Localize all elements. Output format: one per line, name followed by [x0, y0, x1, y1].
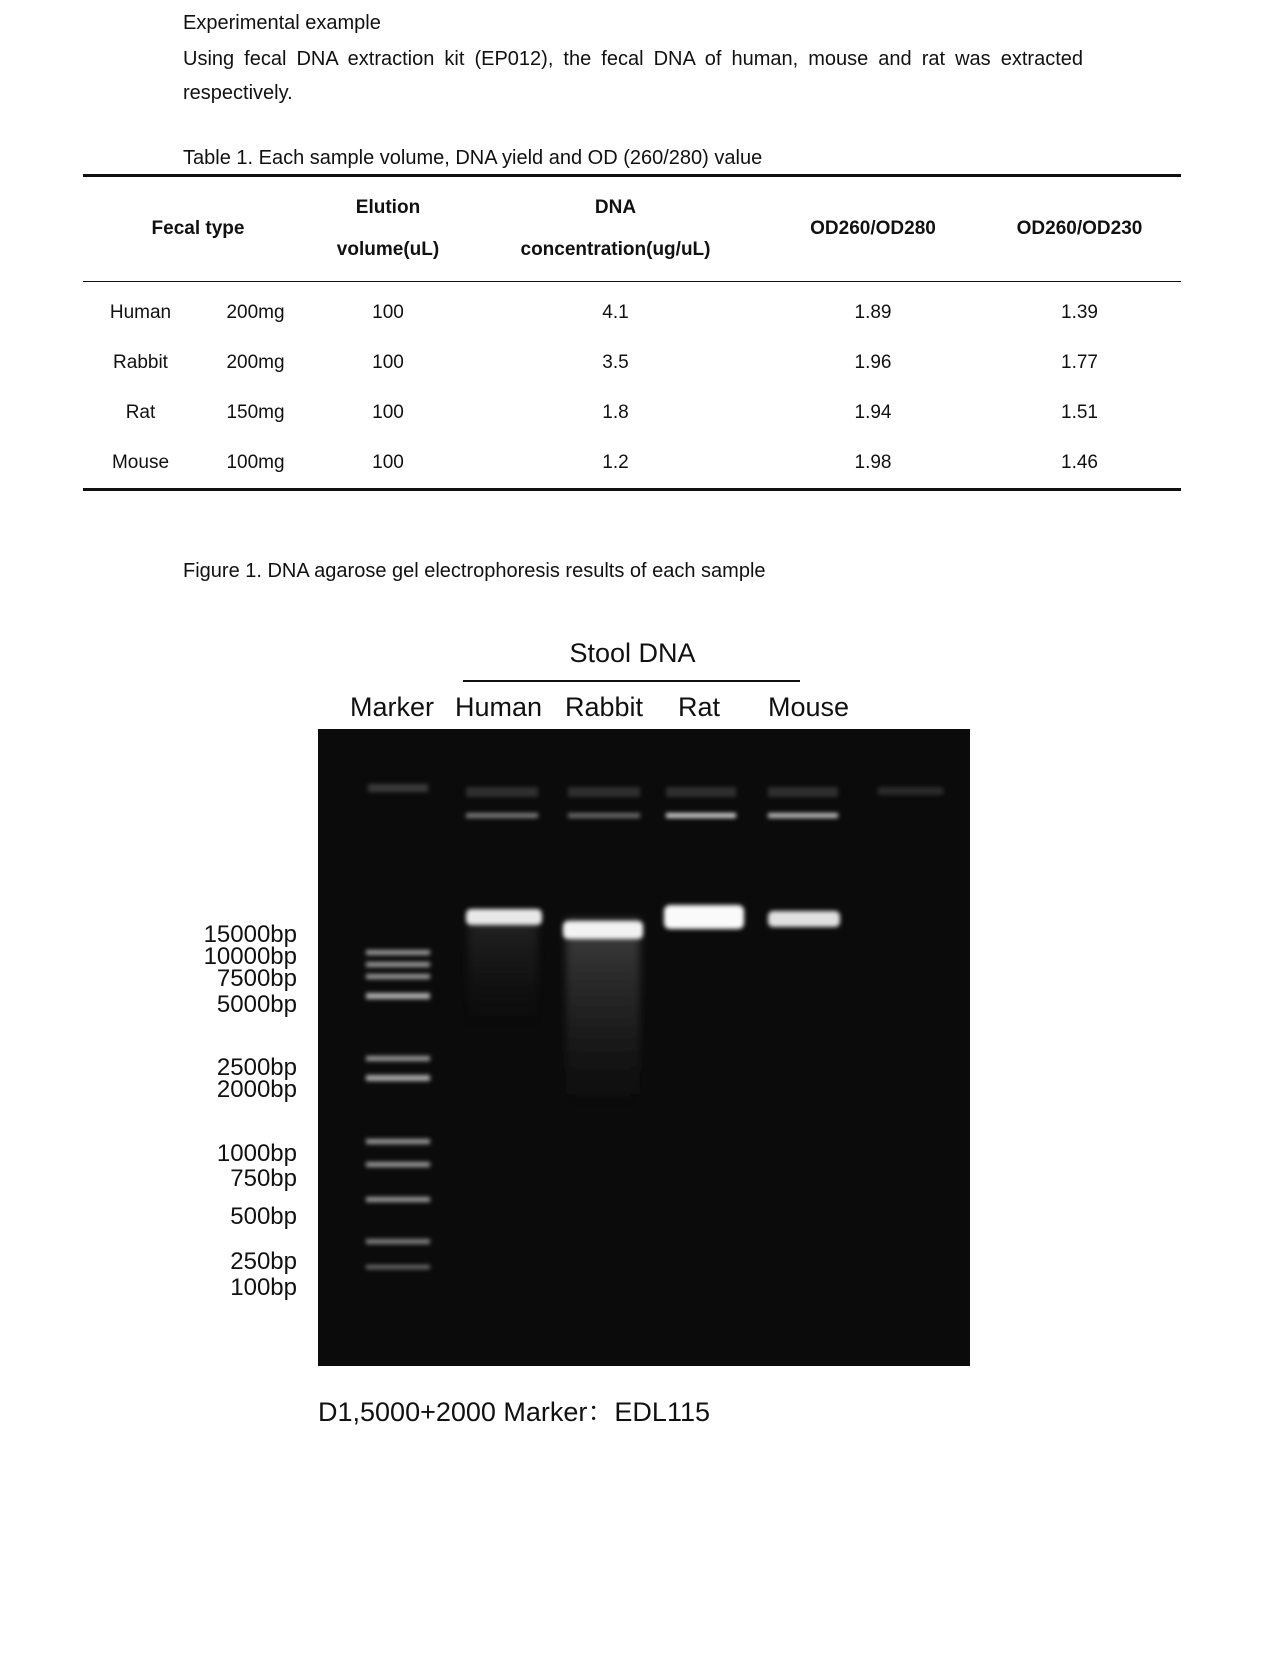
- cell-concentration: 4.1: [602, 302, 629, 323]
- intro-paragraph: Using fecal DNA extraction kit (EP012), the fecal DNA of human, mouse and rat was extracted respectively.: [183, 48, 1083, 104]
- cell-mass: 100mg: [226, 452, 285, 473]
- cell-mass: 200mg: [226, 352, 285, 373]
- bp-label-15000: 15000bp: [203, 921, 297, 948]
- cell-mass: 200mg: [226, 302, 285, 323]
- cell-type: Rat: [125, 402, 156, 423]
- cell-od230: 1.39: [1061, 302, 1098, 323]
- ladder-band: [366, 1162, 430, 1167]
- bp-label-7500: 7500bp: [216, 965, 297, 992]
- table-row: [83, 282, 1181, 339]
- table-header-row: [83, 176, 1181, 282]
- band-mouse: [768, 911, 840, 927]
- lane-label-human: Human: [455, 692, 543, 722]
- cell-volume: 100: [372, 302, 404, 323]
- lane-label-rabbit: Rabbit: [565, 692, 644, 722]
- lane-label-marker: Marker: [350, 692, 435, 722]
- human-smear: [468, 919, 538, 1029]
- section-heading: Experimental example: [183, 12, 381, 34]
- ladder-band: [366, 950, 430, 955]
- ladder-band: [366, 1239, 430, 1244]
- ladder-band: [366, 974, 430, 979]
- gel-background: [318, 729, 970, 1366]
- ladder-band: [366, 1197, 430, 1202]
- cell-od230: 1.46: [1061, 452, 1098, 473]
- band-rat: [664, 905, 744, 929]
- bp-label-5000: 5000bp: [216, 991, 297, 1018]
- header-dna-bottom: concentration(ug/uL): [520, 239, 711, 260]
- marker-note: D1,5000+2000 Marker：EDL115: [318, 1397, 710, 1427]
- cell-volume: 100: [372, 402, 404, 423]
- bp-label-100: 100bp: [230, 1274, 297, 1301]
- cell-od230: 1.77: [1061, 352, 1098, 373]
- cell-od280: 1.94: [854, 402, 892, 423]
- cell-od230: 1.51: [1061, 402, 1098, 423]
- band-human: [466, 909, 542, 925]
- cell-type: Mouse: [111, 452, 170, 473]
- ladder-band: [366, 993, 430, 999]
- band-rabbit: [563, 921, 643, 939]
- cell-od280: 1.96: [854, 352, 892, 373]
- cell-concentration: 3.5: [602, 352, 629, 373]
- ladder-band: [366, 1265, 430, 1269]
- ladder-band: [366, 1075, 430, 1081]
- table-row: [83, 438, 1181, 490]
- cell-od280: 1.98: [854, 452, 892, 473]
- cell-volume: 100: [372, 452, 404, 473]
- lane-label-rat: Rat: [678, 692, 721, 722]
- bp-label-500: 500bp: [230, 1203, 297, 1230]
- table-row: [83, 338, 1181, 388]
- ladder-band: [366, 1056, 430, 1061]
- results-table: [83, 174, 1181, 491]
- cell-od280: 1.89: [854, 302, 892, 323]
- header-elution-volume: [313, 176, 463, 282]
- header-dna-concentration: [463, 176, 768, 282]
- header-od260-od230: OD260/OD230: [1016, 218, 1143, 239]
- table-row: [83, 388, 1181, 438]
- gel-image: [318, 729, 970, 1366]
- figure-caption: Figure 1. DNA agarose gel electrophoresis results of each sample: [183, 560, 766, 582]
- ladder-band: [366, 1139, 430, 1144]
- header-elution-top: Elution: [355, 197, 421, 218]
- bp-label-10000: 10000bp: [203, 943, 297, 970]
- bp-label-1000: 1000bp: [216, 1140, 297, 1167]
- cell-volume: 100: [372, 352, 404, 373]
- header-od260-od280: OD260/OD280: [810, 218, 936, 239]
- ladder-band: [366, 962, 430, 967]
- header-dna-top: DNA: [594, 197, 637, 218]
- bp-label-2500: 2500bp: [216, 1054, 297, 1081]
- cell-type: Human: [109, 302, 172, 323]
- bp-label-750: 750bp: [230, 1165, 297, 1192]
- header-elution-bottom: volume(uL): [336, 239, 440, 260]
- bp-label-2000: 2000bp: [216, 1076, 297, 1103]
- bp-label-250: 250bp: [230, 1248, 297, 1275]
- header-fecal-type: Fecal type: [151, 218, 245, 239]
- cell-concentration: 1.8: [602, 402, 629, 423]
- cell-mass: 150mg: [226, 402, 285, 423]
- cell-concentration: 1.2: [602, 452, 629, 473]
- stool-dna-label: Stool DNA: [569, 638, 696, 668]
- table-caption: Table 1. Each sample volume, DNA yield and OD (260/280) value: [183, 147, 763, 169]
- cell-type: Rabbit: [113, 352, 168, 373]
- stool-dna-underline: [463, 680, 800, 682]
- lane-label-mouse: Mouse: [768, 692, 850, 722]
- rabbit-smear: [566, 919, 640, 1119]
